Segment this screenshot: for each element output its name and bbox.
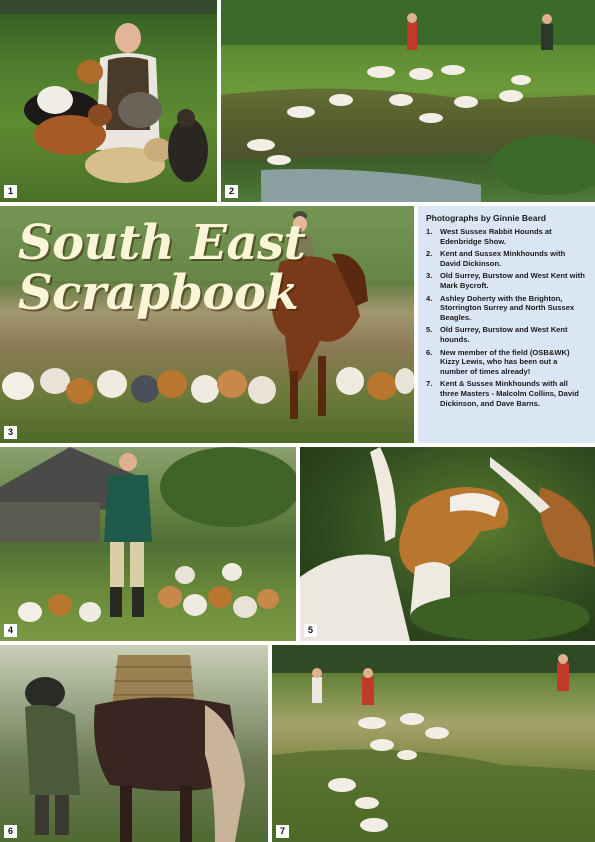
title-line-2: Scrapbook <box>18 265 299 321</box>
caption-item <box>426 348 587 377</box>
photo-number: 6 <box>4 825 17 838</box>
caption-text: Kent & Sussex Minkhounds with all three Masters - Malcolm Collins, David Dickinson, and Dave Barns. <box>440 379 579 408</box>
caption-text: Old Surrey, Burstow and West Kent with Mark Bycroft. <box>440 271 585 290</box>
caption-item <box>426 379 587 408</box>
caption-number: 4. <box>426 293 433 303</box>
photo-1 <box>0 0 217 202</box>
caption-text: Ashley Doherty with the Brighton, Storrington Surrey and North Sussex Beagles. <box>440 293 575 322</box>
caption-text: Kent and Sussex Minkhounds with David Dickinson. <box>440 249 566 268</box>
photo-number: 1 <box>4 185 17 198</box>
photo-number: 7 <box>276 825 289 838</box>
caption-item <box>426 271 587 290</box>
caption-number: 6. <box>426 347 433 357</box>
photo-number: 4 <box>4 624 17 637</box>
caption-text: New member of the field (OSB&WK) Kizzy Lewis, who has been out a number of times already! <box>440 347 570 376</box>
page-title <box>18 215 306 321</box>
photo-credit: Photographs by Ginnie Beard <box>426 213 546 223</box>
caption-item <box>426 249 587 268</box>
photo-5 <box>300 447 595 641</box>
caption-text: West Sussex Rabbit Hounds at Edenbridge Show. <box>440 227 552 246</box>
caption-list <box>426 227 587 408</box>
caption-item <box>426 294 587 323</box>
photo-5-illustration <box>300 447 595 641</box>
photo-1-illustration <box>0 0 217 202</box>
photo-7 <box>272 645 595 842</box>
photo-6-illustration <box>0 645 268 842</box>
photo-4 <box>0 447 296 641</box>
caption-number: 2. <box>426 249 433 259</box>
photo-6 <box>0 645 268 842</box>
photo-number: 2 <box>225 185 238 198</box>
photo-number: 5 <box>304 624 317 637</box>
photo-7-illustration <box>272 645 595 842</box>
caption-number: 1. <box>426 227 433 236</box>
caption-number: 5. <box>426 325 433 335</box>
caption-item <box>426 325 587 344</box>
caption-item <box>426 227 587 246</box>
title-line-1: South East <box>18 215 306 271</box>
caption-number: 7. <box>426 379 433 389</box>
photo-4-illustration <box>0 447 296 641</box>
caption-text: Old Surrey, Burstow and West Kent hounds. <box>440 325 568 344</box>
caption-panel <box>418 206 595 443</box>
caption-number: 3. <box>426 271 433 281</box>
photo-2 <box>221 0 595 202</box>
photo-number: 3 <box>4 426 17 439</box>
photo-2-illustration <box>221 0 595 202</box>
